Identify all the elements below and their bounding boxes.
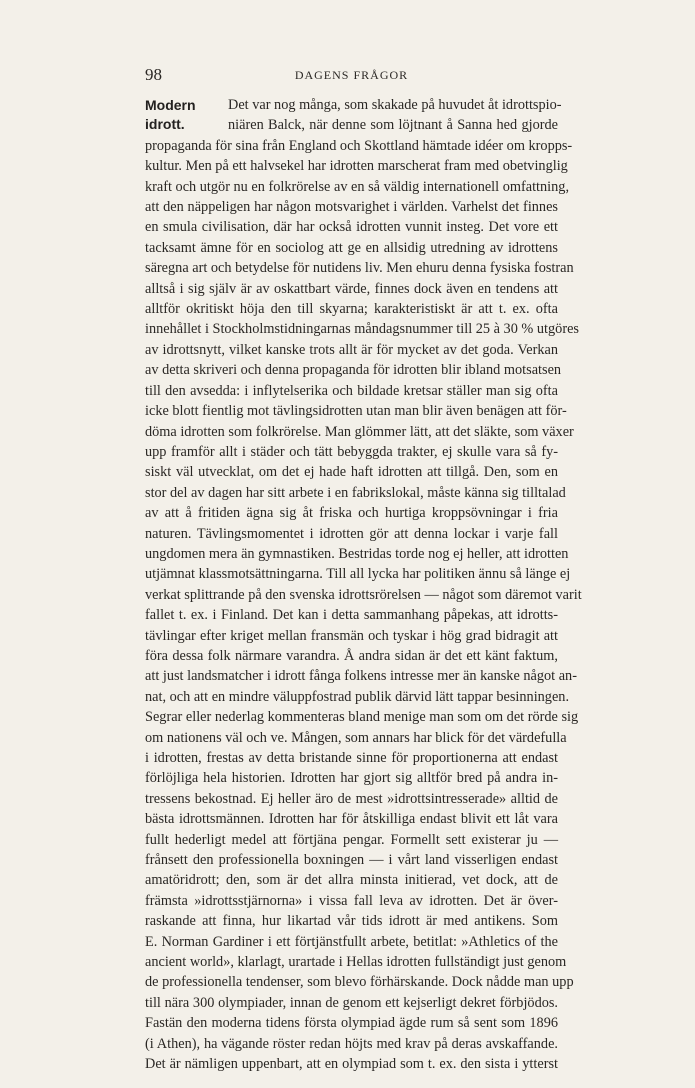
text-line: verkat splittrande på den svenska idrottsrörelsen — något som däremot varit: [145, 586, 582, 603]
page-number: 98: [145, 65, 162, 84]
text-line: (i Athen), ha vägande röster redan höjts med krav på deras avskaffande.: [145, 1035, 558, 1052]
text-line: naturen. Tävlingsmomentet i idrotten gör att denna lockar i varje fall: [145, 525, 558, 542]
text-line: ancient world», klarlagt, urartade i Hellas idrotten fullständigt just genom: [145, 954, 567, 971]
text-line: döma idrotten som folkrörelse. Man glömmer lätt, att det släkte, som växer: [145, 423, 574, 440]
page-header: [145, 64, 558, 86]
text-line: tressens bekostnad. Ej heller äro de mest »idrottsintresserade» alltid de: [145, 790, 558, 807]
margin-heading-line: Modern: [145, 97, 196, 113]
text-line: säregna art och betydelse för nutidens liv. Men ehuru denna fysiska fostran: [145, 260, 574, 277]
text-line: fallet t. ex. i Finland. Det kan i detta sammanhang påpekas, att idrotts-: [145, 607, 558, 624]
text-line: till nära 300 olympiader, innan de genom ett kejserligt dekret förbjödos.: [145, 994, 558, 1011]
text-line: upp framför allt i städer och tätt bebyggda trakter, ej skulle vara så fy-: [145, 443, 558, 460]
body-text: [145, 95, 582, 1075]
text-line: föra dessa folk närmare varandra. Å andra sidan är det ett känt faktum,: [145, 647, 558, 664]
text-line: alltså i sig själv är av oskattbart värde, finnes dock även en tendens att: [145, 280, 558, 297]
text-line: alltför okritiskt höja den till skyarna; karakteristiskt är att t. ex. ofta: [145, 301, 558, 318]
text-line: fullt hederligt medel att förtjäna pengar. Formellt sett existerar ju —: [145, 831, 558, 848]
text-line: i idrotten, frestas av detta bristande sinne för proportionerna att endast: [145, 750, 558, 766]
text-line: frånsett den professionella boxningen — i vårt land visserligen endast: [145, 852, 558, 869]
text-line: tävlingar efter kriget mellan fransmän och tyskar i hög grad bidragit att: [145, 627, 558, 644]
text-line: nat, och att en mindre väluppfostrad publik därvid lätt tappar besinningen.: [145, 688, 570, 705]
running-head: DAGENS FRÅGOR: [294, 68, 409, 82]
text-line: raskande att finna, hur likartad vår tids idrott är med antikens. Som: [145, 913, 558, 930]
text-line: stor del av dagen har sitt arbete i en fabrikslokal, måste känna sig tilltalad: [145, 484, 566, 501]
text-line: en smula civilisation, där har också idrotten vunnit insteg. Det vore ett: [145, 219, 558, 236]
text-line: Det är nämligen uppenbart, att en olympiad som t. ex. den sista i ytterst: [145, 1056, 558, 1073]
text-line: utjämnat klassmotsättningarna. Till all lycka har politiken ännu så länge ej: [145, 566, 571, 583]
text-line: till den avsedda: i inflytelserika och bildade kretsar ställer man sig ofta: [145, 382, 558, 399]
text-line: kraft och utgör nu en folkrörelse av en så väldig internationell omfattning,: [145, 178, 570, 195]
text-line: amatöridrott; den, som är det allra minsta initierad, vet dock, att de: [145, 872, 558, 889]
text-line: Fastän den moderna tidens första olympiad ägde rum så sent som 1896: [145, 1015, 558, 1032]
text-line: av idrottsnytt, vilket kanske trots allt är för mycket av det goda. Verkan: [145, 341, 558, 358]
text-line: av detta skriveri och denna propaganda för idrotten blir ibland motsatsen: [145, 362, 562, 379]
text-line: de professionella tendenser, som blevo förhärskande. Dock nådde man upp: [145, 974, 574, 991]
text-line: förlöjliga hela historien. Idrotten har gjort sig alltför bred på andra in-: [145, 770, 558, 787]
text-line: Det var nog många, som skakade på huvudet åt idrottspio-: [228, 97, 562, 113]
text-line: om nationens väl och ve. Mången, som annars har blick för det värdefulla: [145, 729, 567, 746]
text-line: bästa idrottsmännen. Idrotten har för åtskilliga endast blivit ett låt vara: [145, 811, 558, 828]
text-line: att den näppeligen har någon motsvarighet i världen. Varhelst det finnes: [145, 199, 558, 216]
text-line: tacksamt ämne för en sociolog att ge en allsidig utredning av idrottens: [145, 239, 558, 256]
text-line: av att å fritiden ägna sig åt friska och hurtiga kroppsövningar i fria: [145, 505, 558, 522]
text-line: Segrar eller nederlag kommenteras bland menige man som om det rörde sig: [145, 709, 579, 726]
text-line: att just landsmatcher i idrott fånga folkens intresse mer än kanske något an-: [145, 668, 577, 685]
text-line: niären Balck, när denne som löjtnant å Sanna hed gjorde: [228, 117, 558, 134]
margin-heading-line: idrott.: [145, 115, 185, 132]
text-line: ungdomen mera än gymnastiken. Bestridas torde nog ej heller, att idrotten: [145, 545, 569, 562]
text-line: siskt väl utvecklat, om det ej hade haft idrotten att tillgå. Den, som en: [145, 464, 558, 481]
text-line: innehållet i Stockholmstidningarnas måndagsnummer till 25 à 30 % utgöres: [145, 321, 579, 338]
text-line: E. Norman Gardiner i ett förtjänstfullt arbete, betitlat: »Athletics of the: [145, 933, 558, 950]
text-line: icke blott fientlig mot tävlingsidrotten utan man blir även benägen att för-: [145, 403, 567, 420]
text-line: främsta »idrottsstjärnorna» i vissa fall leva av idrotten. Det är över-: [145, 892, 558, 909]
text-line: kultur. Men på ett halvsekel har idrotten marscherat fram med obetvinglig: [145, 158, 568, 175]
text-line: propaganda för sina från England och Skottland hämtade idéer om kropps-: [145, 137, 573, 154]
